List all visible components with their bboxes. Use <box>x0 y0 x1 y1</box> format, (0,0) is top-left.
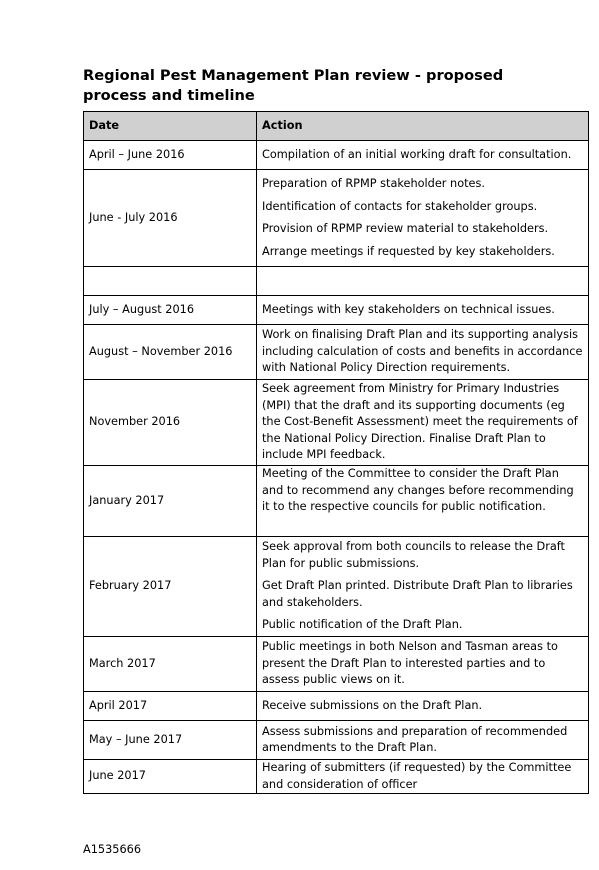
action-cell <box>257 267 589 296</box>
action-cell <box>257 760 589 794</box>
table-row <box>84 692 589 721</box>
table-row-empty <box>84 267 589 296</box>
page-title-line-2: process and timeline <box>83 87 255 104</box>
action-text: Meetings with key stakeholders on technical issues. <box>262 302 555 316</box>
table-row <box>84 760 589 794</box>
action-text: Get Draft Plan printed. Distribute Draft Plan to libraries and stakeholders. <box>262 579 573 609</box>
date-cell: April – June 2016 <box>84 141 257 170</box>
table-header-row <box>84 112 589 141</box>
date-cell: November 2016 <box>84 380 257 466</box>
action-text: Compilation of an initial working draft for consultation. <box>262 147 572 161</box>
date-cell: June - July 2016 <box>84 170 257 267</box>
action-cell <box>257 380 589 466</box>
action-cell <box>257 721 589 760</box>
timeline-table <box>83 111 589 794</box>
action-text: Work on finalising Draft Plan and its supporting analysis including calculation of costs and benefits in accordance with National Policy Direction requirements. <box>262 328 583 375</box>
action-cell <box>257 325 589 380</box>
action-cell <box>257 141 589 170</box>
date-cell <box>84 267 257 296</box>
table-row <box>84 466 589 537</box>
action-text: Meeting of the Committee to consider the Draft Plan and to recommend any changes before recommending it to the respective councils for public notification. <box>262 467 574 513</box>
table-row <box>84 325 589 380</box>
action-cell <box>257 170 589 267</box>
date-cell: August – November 2016 <box>84 325 257 380</box>
table-row <box>84 637 589 692</box>
document-reference-number: A1535666 <box>83 843 142 856</box>
action-text: Public meetings in both Nelson and Tasman areas to present the Draft Plan to interested parties and to assess public views on it. <box>262 640 558 687</box>
date-cell: July – August 2016 <box>84 296 257 325</box>
page-title <box>83 66 543 106</box>
table-row <box>84 721 589 760</box>
date-cell: April 2017 <box>84 692 257 721</box>
action-text: Seek approval from both councils to release the Draft Plan for public submissions. <box>262 540 565 570</box>
action-text: Identification of contacts for stakeholder groups. <box>262 199 538 213</box>
action-cell <box>257 637 589 692</box>
action-cell <box>257 466 589 537</box>
action-cell <box>257 537 589 637</box>
table-row <box>84 141 589 170</box>
page-title-line-1: Regional Pest Management Plan review - proposed <box>83 67 504 84</box>
action-text: Hearing of submitters (if requested) by the Committee and consideration of officer <box>262 761 572 791</box>
table-row <box>84 537 589 637</box>
action-column-header: Action <box>257 112 589 141</box>
date-cell: January 2017 <box>84 466 257 537</box>
action-text: Arrange meetings if requested by key stakeholders. <box>262 244 555 258</box>
date-cell: May – June 2017 <box>84 721 257 760</box>
date-column-header: Date <box>84 112 257 141</box>
action-text: Receive submissions on the Draft Plan. <box>262 698 483 712</box>
action-text: Seek agreement from Ministry for Primary Industries (MPI) that the draft and its supporting documents (eg the Cost-Benefit Assessment) meet the requirements of the National Policy Direction. Finalise Draft Plan to include MPI feedback. <box>262 382 578 462</box>
action-cell <box>257 692 589 721</box>
action-cell <box>257 296 589 325</box>
action-text: Provision of RPMP review material to stakeholders. <box>262 222 549 235</box>
action-text: Assess submissions and preparation of recommended amendments to the Draft Plan. <box>262 724 568 754</box>
date-cell: February 2017 <box>84 537 257 637</box>
table-row <box>84 296 589 325</box>
table-row <box>84 170 589 267</box>
date-cell: June 2017 <box>84 760 257 794</box>
table-row <box>84 380 589 466</box>
action-text: Preparation of RPMP stakeholder notes. <box>262 177 485 190</box>
action-text: Public notification of the Draft Plan. <box>262 618 463 632</box>
date-cell: March 2017 <box>84 637 257 692</box>
